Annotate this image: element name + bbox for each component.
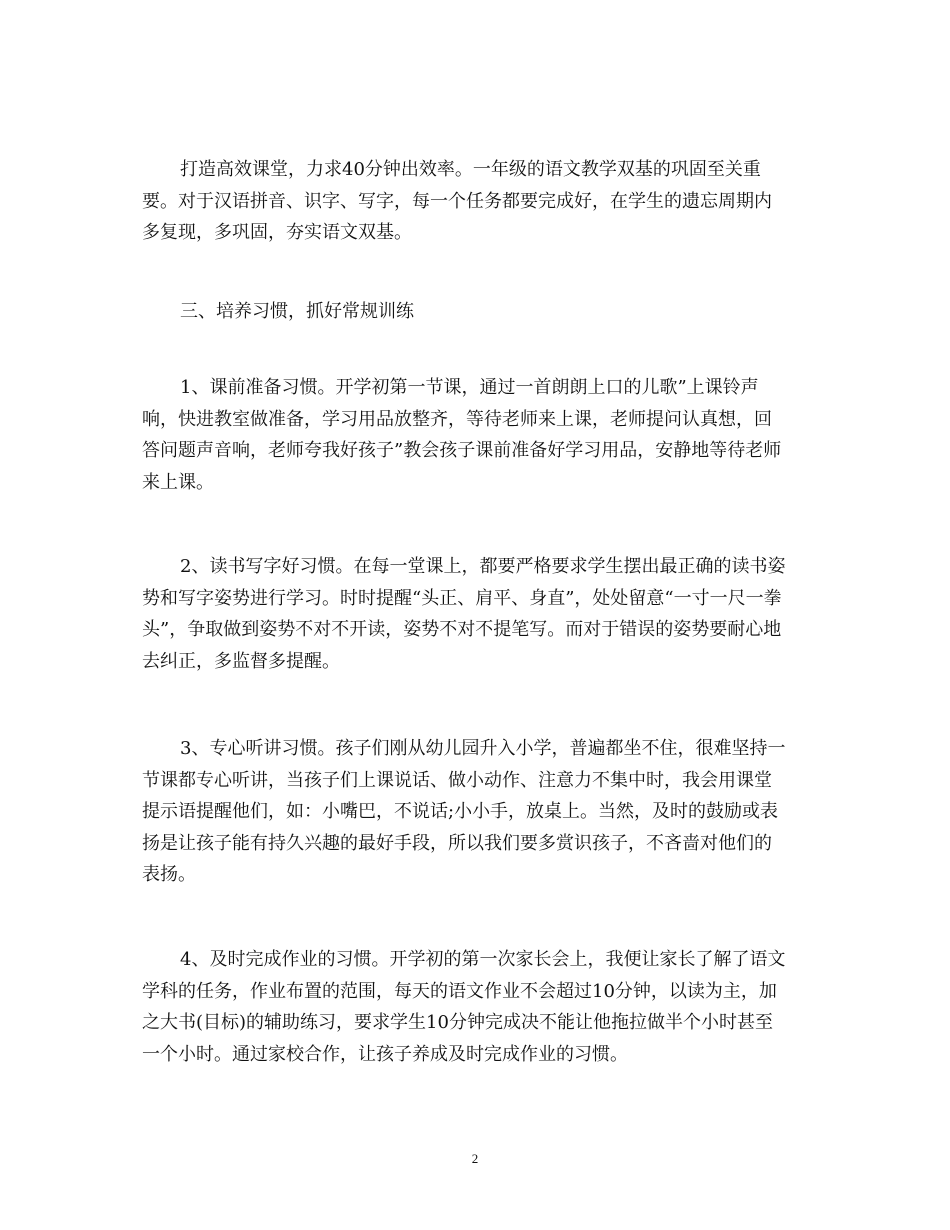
text-line: 表扬。 (142, 864, 196, 885)
paragraph-habit-2 (142, 551, 814, 677)
text-line: 来上课。 (142, 471, 214, 493)
text-line: 要。对于汉语拼音、识字、写字，每一个任务都要完成好，在学生的遗忘周期内 (142, 190, 772, 212)
text-line: 响，快进教室做准备，学习用品放整齐，等待老师来上课，老师提问认真想，回 (142, 408, 772, 430)
paragraph-habit-3 (142, 733, 814, 891)
text-line: 提示语提醒他们，如：小嘴巴，不说话;小小手，放桌上。当然，及时的鼓励或表 (142, 801, 779, 822)
text-line: 扬是让孩子能有持久兴趣的最好手段，所以我们要多赏识孩子，不吝啬对他们的 (142, 832, 772, 854)
text-line: 之大书(目标)的辅助练习，要求学生10分钟完成决不能让他拖拉做半个小时甚至 (142, 1012, 773, 1033)
text-line: 头”，争取做到姿势不对不开读，姿势不对不提笔写。而对于错误的姿势要耐心地 (142, 619, 782, 640)
heading-text: 三、培养习惯，抓好常规训练 (180, 301, 414, 322)
text-line: 去纠正，多监督多提醒。 (142, 650, 340, 672)
page-number: 2 (471, 1151, 479, 1166)
text-line: 3、专心听讲习惯。孩子们刚从幼儿园升入小学，普遍都坐不住，很难坚持一 (180, 738, 786, 759)
text-line: 多复现，多巩固，夯实语文双基。 (142, 222, 412, 243)
paragraph-habit-1 (142, 372, 814, 498)
text-line: 答问题声音响，老师夸我好孩子”教会孩子课前准备好学习用品，安静地等待老师 (142, 440, 782, 461)
text-line: 2、读书写字好习惯。在每一堂课上，都要严格要求学生摆出最正确的读书姿 (180, 556, 786, 577)
section-heading (142, 296, 814, 328)
text-line: 一个小时。通过家校合作，让孩子养成及时完成作业的习惯。 (142, 1043, 628, 1065)
paragraph-efficient-classroom (142, 154, 814, 249)
text-line: 1、课前准备习惯。开学初第一节课，通过一首朗朗上口的儿歌”上课铃声 (180, 377, 759, 398)
text-line: 学科的任务，作业布置的范围，每天的语文作业不会超过10分钟，以读为主，加 (142, 980, 777, 1002)
paragraph-habit-4 (142, 944, 814, 1070)
text-line: 打造高效课堂，力求40分钟出效率。一年级的语文教学双基的巩固至关重 (180, 159, 761, 180)
text-line: 势和写字姿势进行学习。时时提醒“头正、肩平、身直”，处处留意“一寸一尺一拳 (142, 587, 782, 609)
text-line: 4、及时完成作业的习惯。开学初的第一次家长会上，我便让家长了解了语文 (180, 949, 786, 970)
text-line: 节课都专心听讲，当孩子们上课说话、做小动作、注意力不集中时，我会用课堂 (142, 769, 772, 791)
